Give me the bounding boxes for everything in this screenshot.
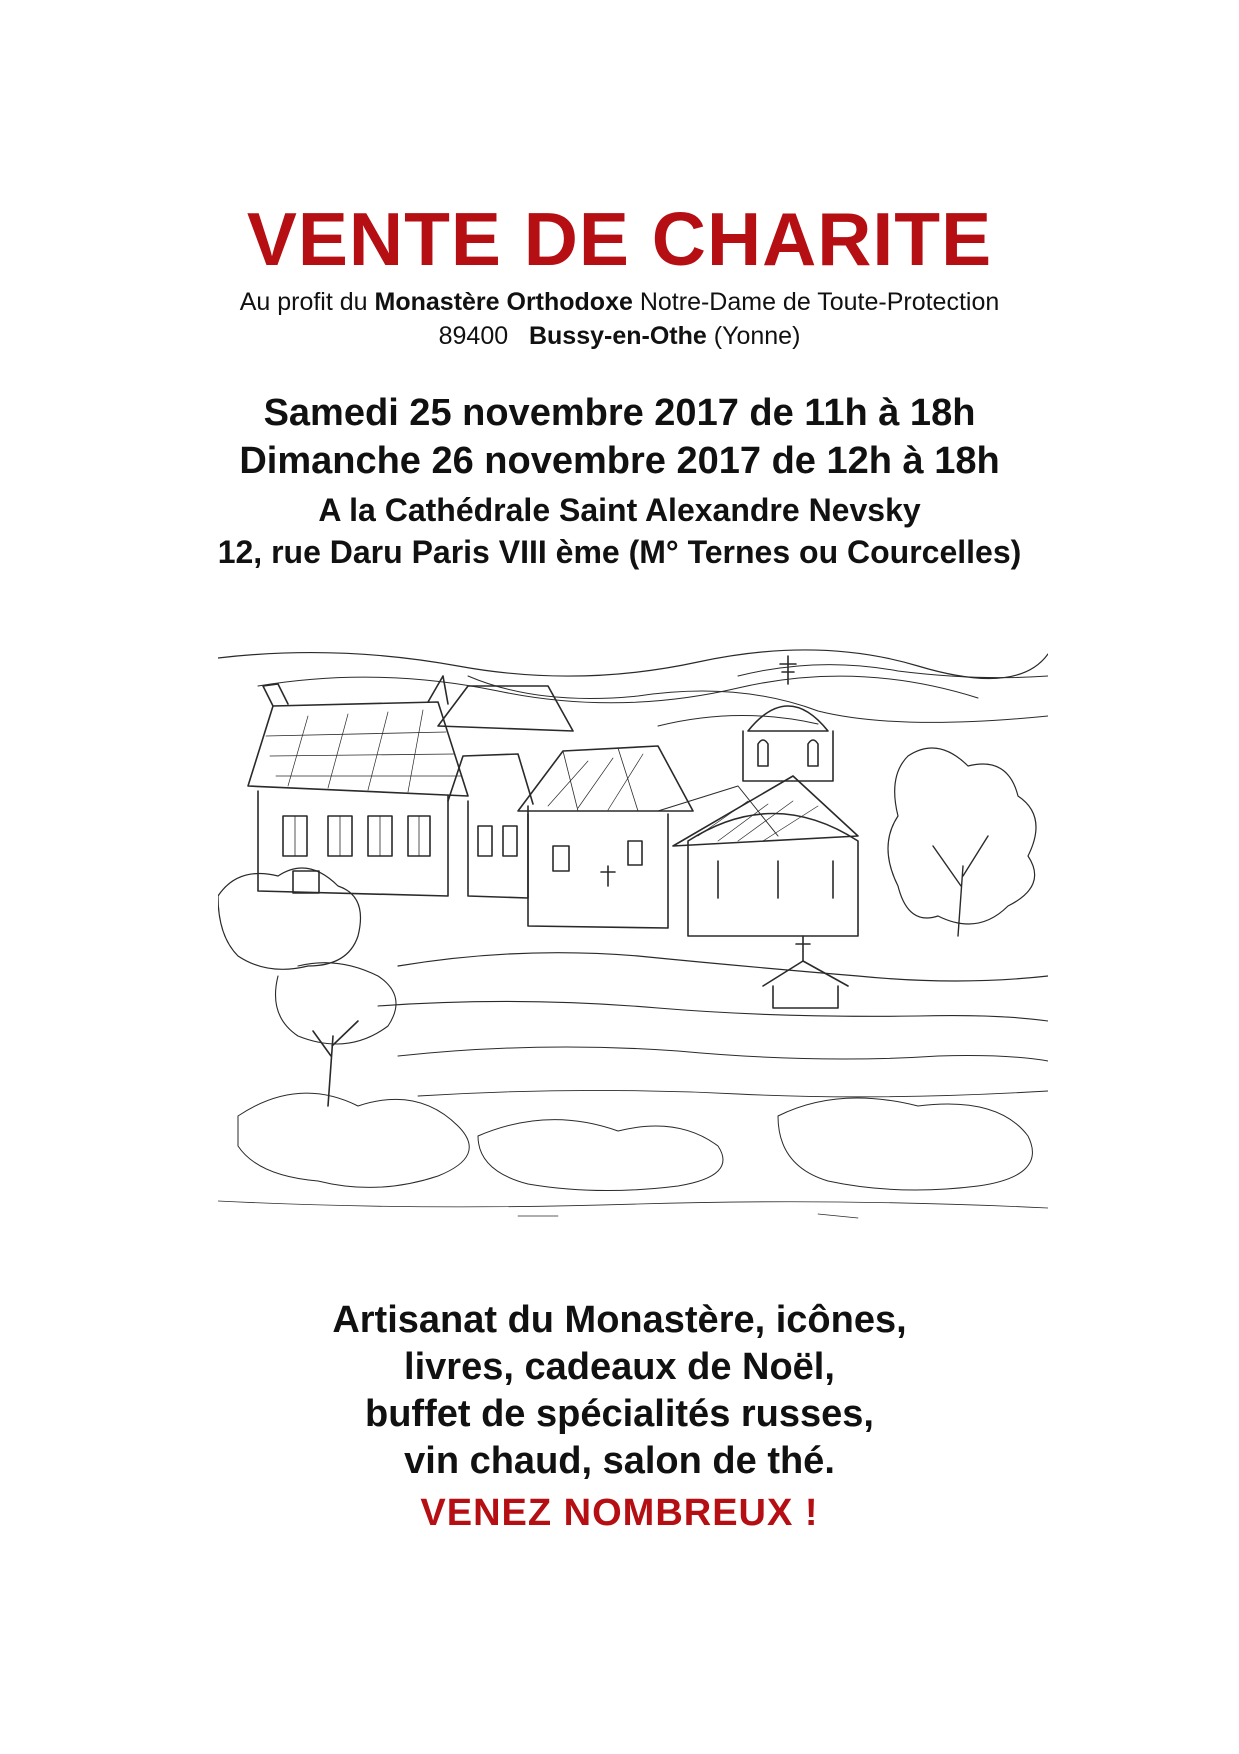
venue-address: 12, rue Daru Paris VIII ème (M° Ternes ou Courcelles) bbox=[217, 534, 1022, 570]
date-saturday: Samedi 25 novembre 2017 de 11h à 18h bbox=[263, 392, 976, 434]
beneficiary-name-rest: Notre-Dame de Toute-Protection bbox=[632, 288, 1000, 316]
location-line bbox=[0, 320, 1239, 352]
date-sunday: Dimanche 26 novembre 2017 de 12h à 18h bbox=[239, 440, 1000, 482]
beneficiary-name: Monastère Orthodoxe bbox=[374, 288, 633, 316]
beneficiary-prefix: Au profit du bbox=[239, 288, 375, 316]
town: Bussy-en-Othe bbox=[528, 322, 707, 350]
offer-line-2: livres, cadeaux de Noël, bbox=[404, 1346, 835, 1388]
venue-name: A la Cathédrale Saint Alexandre Nevsky bbox=[318, 492, 921, 528]
offer-line-3: buffet de spécialités russes, bbox=[365, 1393, 874, 1435]
offer-line-1: Artisanat du Monastère, icônes, bbox=[332, 1299, 907, 1341]
offer-line-4: vin chaud, salon de thé. bbox=[404, 1440, 835, 1482]
postcode: 89400 bbox=[438, 322, 509, 350]
call-to-action: VENEZ NOMBREUX ! bbox=[420, 1492, 819, 1534]
region: (Yonne) bbox=[706, 322, 801, 350]
beneficiary-line bbox=[0, 286, 1239, 318]
monastery-drawing bbox=[218, 636, 1048, 1224]
poster-title: VENTE DE CHARITE bbox=[246, 197, 993, 281]
